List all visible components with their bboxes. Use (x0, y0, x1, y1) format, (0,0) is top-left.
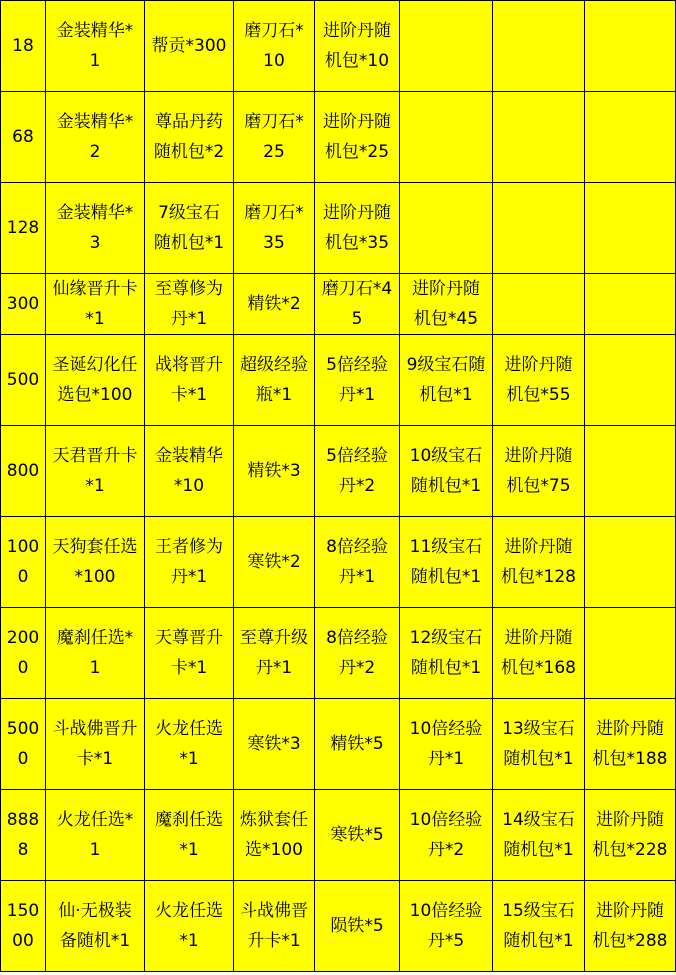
reward-cell: 进阶丹随机包*168 (493, 608, 585, 699)
table-row (1, 92, 676, 183)
reward-cell: 精铁*5 (315, 699, 400, 790)
reward-cell (585, 335, 676, 426)
reward-cell: 精铁*2 (234, 274, 315, 335)
reward-cell: 仙缘晋升卡*1 (46, 274, 145, 335)
table-row (1, 790, 676, 881)
reward-cell: 进阶丹随机包*228 (585, 790, 676, 881)
level-cell: 1000 (1, 517, 46, 608)
reward-cell (585, 517, 676, 608)
reward-cell: 12级宝石随机包*1 (400, 608, 493, 699)
reward-cell (400, 1, 493, 92)
table-row (1, 608, 676, 699)
reward-cell: 魔刹任选*1 (46, 608, 145, 699)
reward-cell (585, 92, 676, 183)
reward-cell: 天尊晋升卡*1 (145, 608, 234, 699)
reward-cell (400, 92, 493, 183)
reward-cell: 进阶丹随机包*188 (585, 699, 676, 790)
reward-cell: 寒铁*2 (234, 517, 315, 608)
level-cell: 800 (1, 426, 46, 517)
reward-cell (585, 274, 676, 335)
level-cell: 68 (1, 92, 46, 183)
reward-cell: 13级宝石随机包*1 (493, 699, 585, 790)
reward-cell: 仙·无极装备随机*1 (46, 881, 145, 972)
table-row (1, 183, 676, 274)
reward-cell: 10倍经验丹*1 (400, 699, 493, 790)
table-row (1, 517, 676, 608)
reward-cell: 战将晋升卡*1 (145, 335, 234, 426)
reward-cell: 进阶丹随机包*25 (315, 92, 400, 183)
reward-cell: 圣诞幻化任选包*100 (46, 335, 145, 426)
reward-cell: 精铁*3 (234, 426, 315, 517)
reward-cell: 10倍经验丹*5 (400, 881, 493, 972)
reward-cell: 金装精华*10 (145, 426, 234, 517)
reward-cell: 进阶丹随机包*288 (585, 881, 676, 972)
reward-cell: 10级宝石随机包*1 (400, 426, 493, 517)
reward-cell: 14级宝石随机包*1 (493, 790, 585, 881)
level-cell: 128 (1, 183, 46, 274)
reward-cell: 金装精华*2 (46, 92, 145, 183)
reward-cell: 天狗套任选*100 (46, 517, 145, 608)
level-cell: 15000 (1, 881, 46, 972)
reward-cell: 至尊升级丹*1 (234, 608, 315, 699)
reward-cell: 炼狱套任选*100 (234, 790, 315, 881)
reward-cell: 寒铁*5 (315, 790, 400, 881)
reward-cell: 寒铁*3 (234, 699, 315, 790)
reward-cell: 磨刀石*10 (234, 1, 315, 92)
table-row (1, 1, 676, 92)
reward-cell: 陨铁*5 (315, 881, 400, 972)
reward-cell: 5倍经验丹*1 (315, 335, 400, 426)
reward-cell: 进阶丹随机包*45 (400, 274, 493, 335)
table-row (1, 274, 676, 335)
reward-cell (493, 1, 585, 92)
reward-cell: 魔刹任选*1 (145, 790, 234, 881)
reward-cell (585, 183, 676, 274)
level-cell: 500 (1, 335, 46, 426)
reward-cell: 10倍经验丹*2 (400, 790, 493, 881)
reward-cell (493, 274, 585, 335)
level-cell: 2000 (1, 608, 46, 699)
reward-cell: 磨刀石*35 (234, 183, 315, 274)
reward-cell: 进阶丹随机包*75 (493, 426, 585, 517)
reward-cell: 金装精华*1 (46, 1, 145, 92)
table-row (1, 426, 676, 517)
reward-cell: 9级宝石随机包*1 (400, 335, 493, 426)
reward-cell (493, 183, 585, 274)
reward-cell: 5倍经验丹*2 (315, 426, 400, 517)
reward-cell: 进阶丹随机包*128 (493, 517, 585, 608)
reward-cell: 王者修为丹*1 (145, 517, 234, 608)
reward-cell (585, 1, 676, 92)
reward-cell: 火龙任选*1 (145, 699, 234, 790)
reward-cell: 8倍经验丹*1 (315, 517, 400, 608)
level-cell: 300 (1, 274, 46, 335)
reward-cell: 天君晋升卡*1 (46, 426, 145, 517)
reward-cell: 磨刀石*25 (234, 92, 315, 183)
reward-cell: 斗战佛晋升卡*1 (46, 699, 145, 790)
level-cell: 8888 (1, 790, 46, 881)
reward-cell: 帮贡*300 (145, 1, 234, 92)
reward-cell: 火龙任选*1 (145, 881, 234, 972)
reward-cell: 尊品丹药随机包*2 (145, 92, 234, 183)
table-row (1, 881, 676, 972)
table-row (1, 699, 676, 790)
reward-cell (493, 92, 585, 183)
reward-cell (585, 608, 676, 699)
reward-cell: 7级宝石随机包*1 (145, 183, 234, 274)
reward-cell: 进阶丹随机包*55 (493, 335, 585, 426)
reward-cell: 进阶丹随机包*35 (315, 183, 400, 274)
reward-cell: 金装精华*3 (46, 183, 145, 274)
reward-cell: 超级经验瓶*1 (234, 335, 315, 426)
reward-cell: 15级宝石随机包*1 (493, 881, 585, 972)
reward-cell (400, 183, 493, 274)
reward-cell: 至尊修为丹*1 (145, 274, 234, 335)
reward-cell: 斗战佛晋升卡*1 (234, 881, 315, 972)
level-cell: 5000 (1, 699, 46, 790)
reward-cell: 11级宝石随机包*1 (400, 517, 493, 608)
table-row (1, 335, 676, 426)
reward-cell: 磨刀石*45 (315, 274, 400, 335)
level-cell: 18 (1, 1, 46, 92)
reward-cell: 8倍经验丹*2 (315, 608, 400, 699)
reward-cell: 火龙任选*1 (46, 790, 145, 881)
reward-cell: 进阶丹随机包*10 (315, 1, 400, 92)
reward-cell (585, 426, 676, 517)
